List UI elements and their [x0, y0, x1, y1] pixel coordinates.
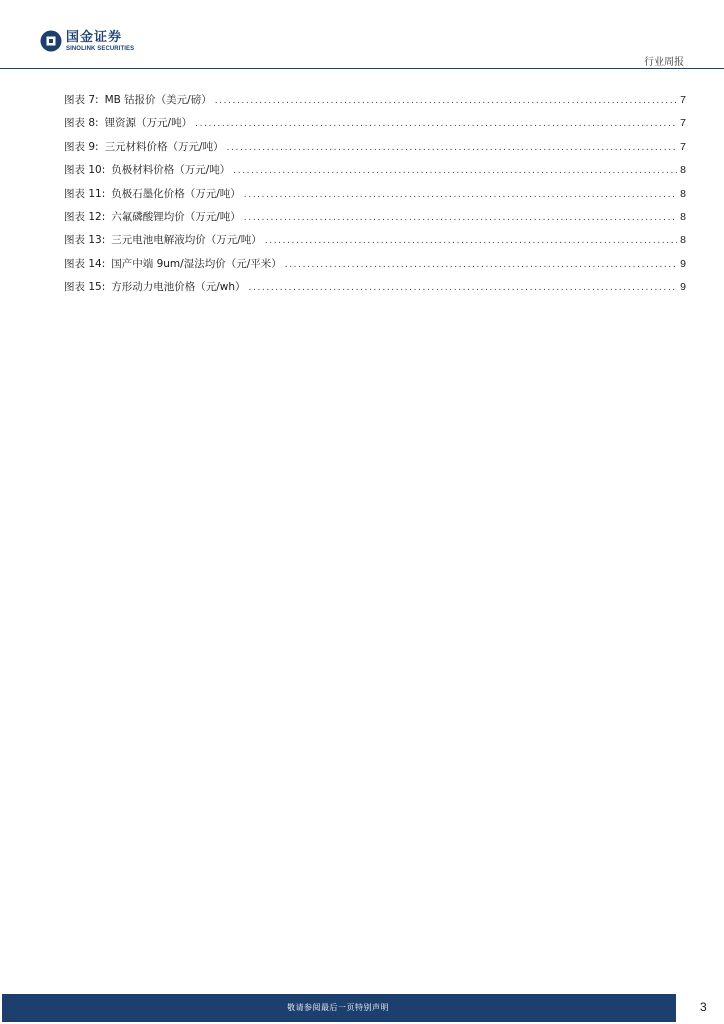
toc-entry-title: 负极材料价格（万元/吨） — [111, 164, 231, 177]
page-header — [0, 0, 724, 70]
toc-entry[interactable] — [64, 256, 686, 279]
toc-entry-title: 六氟磷酸锂均价（万元/吨） — [111, 210, 241, 223]
toc-entry-title: 三元材料价格（万元/吨） — [104, 140, 224, 153]
page-number: 3 — [700, 1000, 707, 1014]
header-divider — [0, 68, 724, 69]
disclaimer-note: 敬请参阅最后一页特别声明 — [287, 1003, 389, 1012]
toc-entry-title: 方形动力电池价格（元/wh） — [111, 281, 246, 294]
toc-entry[interactable] — [64, 92, 686, 115]
company-logo — [40, 30, 134, 52]
toc-leader-dots — [265, 236, 677, 246]
toc-entry-label: 图表 13: — [64, 234, 106, 247]
toc-entry-page: 9 — [680, 281, 686, 294]
toc-entry[interactable] — [64, 232, 686, 255]
toc-leader-dots — [285, 260, 677, 270]
toc-entry-label: 图表 11: — [64, 187, 106, 200]
toc-entry-page: 8 — [680, 164, 686, 177]
toc-leader-dots — [244, 213, 677, 223]
toc-entry-page: 9 — [680, 257, 686, 270]
toc-entry-label: 图表 7: — [64, 94, 99, 106]
toc-entry-page: 8 — [680, 234, 686, 247]
figure-table-of-contents — [64, 92, 686, 303]
toc-entry-title: MB 钴报价（美元/磅） — [104, 94, 212, 106]
toc-entry-label: 图表 12: — [64, 210, 106, 223]
toc-leader-dots — [244, 190, 677, 200]
toc-entry[interactable] — [64, 279, 686, 302]
toc-leader-dots — [233, 166, 677, 176]
toc-entry-title: 国产中端 9um/湿法均价（元/平米） — [111, 257, 282, 270]
toc-entry[interactable] — [64, 139, 686, 162]
toc-entry-title: 三元电池电解液均价（万元/吨） — [111, 234, 262, 247]
toc-entry-title: 负极石墨化价格（万元/吨） — [111, 187, 241, 200]
toc-entry[interactable] — [64, 186, 686, 209]
toc-entry-label: 图表 15: — [64, 281, 106, 294]
toc-entry-page: 8 — [680, 187, 686, 200]
toc-leader-dots — [215, 96, 677, 106]
report-type-label: 行业周报 — [644, 57, 684, 68]
logo-english-name: SINOLINK SECURITIES — [66, 45, 135, 52]
toc-entry-label: 图表 9: — [64, 140, 99, 153]
toc-entry-label: 图表 14: — [64, 257, 106, 270]
toc-entry-label: 图表 10: — [64, 164, 106, 177]
toc-entry-page: 8 — [680, 210, 686, 223]
toc-entry-label: 图表 8: — [64, 117, 99, 130]
toc-leader-dots — [195, 119, 677, 129]
toc-entry-page: 7 — [680, 94, 686, 106]
logo-chinese-name: 国金证券 — [66, 29, 123, 45]
toc-entry-page: 7 — [680, 140, 686, 153]
toc-entry[interactable] — [64, 209, 686, 232]
sinolink-logo-icon — [40, 30, 62, 52]
toc-entry-title: 锂资源（万元/吨） — [104, 117, 193, 130]
toc-entry[interactable] — [64, 115, 686, 138]
toc-leader-dots — [227, 143, 678, 153]
toc-entry[interactable] — [64, 162, 686, 185]
page-footer — [0, 994, 724, 1024]
toc-leader-dots — [249, 283, 678, 293]
toc-entry-page: 7 — [680, 117, 686, 130]
